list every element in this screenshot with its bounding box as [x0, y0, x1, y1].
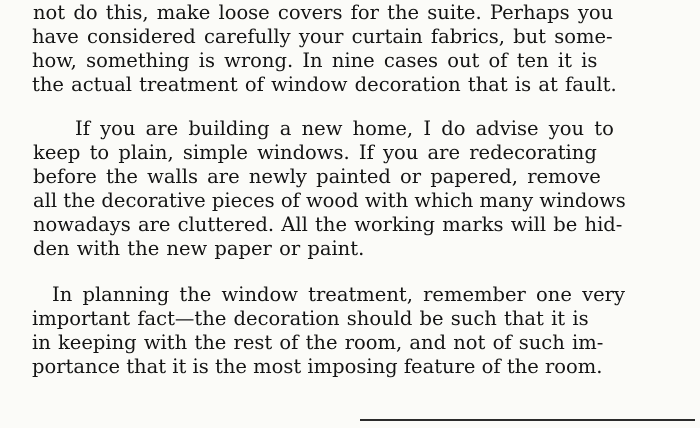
text-line: the actual treatment of window decoration that is at fault.: [32, 73, 617, 96]
text-line: in keeping with the rest of the room, and not of such im-: [32, 331, 604, 354]
text-line: If you are building a new home, I do advise you to: [75, 117, 614, 140]
text-line: portance that it is the most imposing feature of the room.: [32, 355, 603, 378]
text-line: nowadays are cluttered. All the working marks will be hid-: [33, 213, 623, 236]
text-line: den with the new paper or paint.: [33, 237, 365, 260]
text-line: In planning the window treatment, remember one very: [52, 283, 625, 306]
text-line: all the decorative pieces of wood with which many windows: [33, 189, 626, 212]
bottom-rule: [360, 419, 695, 421]
text-line: important fact—the decoration should be such that it is: [32, 307, 589, 330]
text-line: not do this, make loose covers for the suite. Perhaps you: [33, 1, 614, 24]
text-line: before the walls are newly painted or papered, remove: [33, 165, 601, 188]
text-line: how, something is wrong. In nine cases out of ten it is: [32, 49, 598, 72]
text-line: have considered carefully your curtain fabrics, but some-: [32, 25, 613, 48]
text-line: keep to plain, simple windows. If you are redecorating: [33, 141, 597, 164]
